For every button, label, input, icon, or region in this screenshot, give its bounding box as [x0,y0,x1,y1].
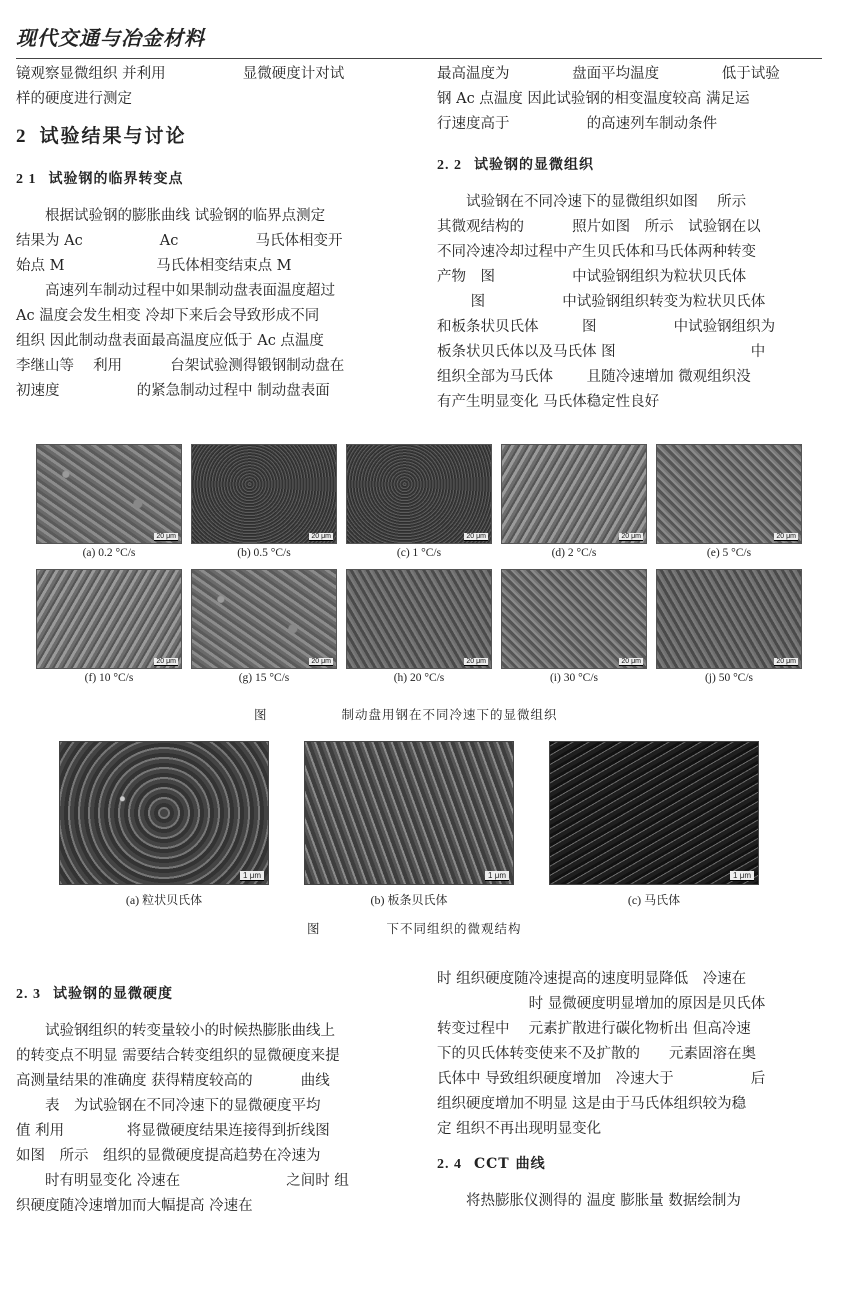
text-line: 时 显微硬度明显增加的原因是贝氏体 [437,996,766,1012]
scale-bar: 20 μm [311,533,331,540]
section-2-4-heading: 2. 4 CCT 曲线 [437,1156,546,1172]
figure-1-panel-h [346,569,492,690]
text-line: 钢 Ac 点温度 因此试验钢的相变温度较高 满足运 [437,91,750,107]
header-rule [16,58,822,59]
panel-caption: (a) 粒状贝氏体 [125,893,203,907]
panel-caption: (d) 2 °C/s [551,547,597,559]
panel-caption: (g) 15 °C/s [238,672,290,684]
panel-caption: (f) 10 °C/s [84,672,134,684]
text-line: 高速列车制动过程中如果制动盘表面温度超过 [45,283,335,299]
text-line: 产物 图 中试验钢组织为粒状贝氏体 [437,269,747,285]
text-line: 试验钢组织的转变量较小的时候热膨胀曲线上 [45,1023,335,1039]
text-line: 板条状贝氏体以及马氏体 图 中 [437,344,766,360]
text-line: 组织全部为马氏体 且随冷速增加 微观组织没 [437,369,751,385]
figure-2-caption: 图 下不同组织的微观结构 [307,921,522,936]
section-2-2-heading: 2. 2 试验钢的显微组织 [437,157,594,173]
text-line: 最高温度为 盘面平均温度 低于试验 [437,66,780,82]
text-line: 定 组织不再出现明显变化 [437,1121,602,1137]
figure-1-panel-d [501,444,647,565]
text-line: 转变过程中 元素扩散进行碳化物析出 但高冷速 [437,1021,751,1037]
panel-caption: (a) 0.2 °C/s [82,547,136,559]
figure-1-panel-g [191,569,337,690]
text-line: 组织硬度增加不明显 这是由于马氏体组织较为稳 [437,1096,747,1112]
left-column-bottom [16,976,402,1219]
panel-caption: (b) 0.5 °C/s [237,547,291,559]
figure-1-panel-i [501,569,647,690]
figure-1-panel-a [36,444,182,565]
right-column-top [437,62,823,415]
scale-bar: 20 μm [156,533,176,540]
figure-2-panel-b [304,741,514,885]
text-line: 表 为试验钢在不同冷速下的显微硬度平均 [45,1098,321,1114]
text-line: 李继山等 利用 台架试验测得锻钢制动盘在 [16,358,345,374]
text-line: 结果为 Ac Ac 马氏体相变开 [16,233,343,249]
text-line: 织硬度随冷速增加而大幅提高 冷速在 [16,1198,253,1214]
section-2-1-heading: 2 1 试验钢的临界转变点 [16,171,184,187]
panel-caption: (j) 50 °C/s [704,672,754,684]
scale-bar: 1 μm [730,871,754,881]
text-line: 组织 因此制动盘表面最高温度应低于 Ac 点温度 [16,333,324,349]
journal-logo: 现代交通与冶金材料 [16,26,205,50]
scale-bar: 1 μm [240,871,264,881]
text-line: 高测量结果的准确度 获得精度较高的 曲线 [16,1073,330,1089]
panel-caption: (i) 30 °C/s [549,672,599,684]
text-line: 的转变点不明显 需要结合转变组织的显微硬度来提 [16,1048,340,1064]
figure-1 [36,444,806,690]
panel-caption: (h) 20 °C/s [393,672,445,684]
scale-bar: 20 μm [776,533,796,540]
panel-caption: (e) 5 °C/s [706,547,752,559]
text-line: 图 中试验钢组织转变为粒状贝氏体 [437,294,766,310]
text-line: 根据试验钢的膨胀曲线 试验钢的临界点测定 [45,208,326,224]
text-line: 行速度高于 的高速列车制动条件 [437,116,718,132]
text-line: 值 利用 将显微硬度结果连接得到折线图 [16,1123,330,1139]
text-line: 如图 所示 组织的显微硬度提高趋势在冷速为 [16,1148,321,1164]
figure-1-panel-e [656,444,802,565]
text-line: 初速度 的紧急制动过程中 制动盘表面 [16,383,330,399]
text-line: 氏体中 导致组织硬度增加 冷速大于 后 [437,1071,766,1087]
panel-caption: (c) 马氏体 [627,893,681,907]
text-line: 时 组织硬度随冷速提高的速度明显降低 冷速在 [437,971,747,987]
text-line: 试验钢在不同冷速下的显微组织如图 所示 [466,194,747,210]
scale-bar: 20 μm [311,658,331,665]
panel-caption: (c) 1 °C/s [396,547,442,559]
figure-2-panel-c [549,741,759,885]
text-line: 有产生明显变化 马氏体稳定性良好 [437,394,660,410]
text-line: 和板条状贝氏体 图 中试验钢组织为 [437,319,776,335]
text-line: Ac 温度会发生相变 冷却下来后会导致形成不同 [16,308,320,324]
text-line: 其微观结构的 照片如图 所示 试验钢在以 [437,219,761,235]
scale-bar: 20 μm [466,658,486,665]
scale-bar: 20 μm [776,658,796,665]
scale-bar: 20 μm [621,658,641,665]
figure-1-panel-f [36,569,182,690]
text-line: 时有明显变化 冷速在 之间时 组 [16,1173,349,1189]
text-line: 始点 M 马氏体相变结束点 M [16,258,292,274]
scale-bar: 20 μm [156,658,176,665]
scale-bar: 20 μm [621,533,641,540]
section-2-3-heading: 2. 3 试验钢的显微硬度 [16,986,173,1002]
scale-bar: 1 μm [485,871,509,881]
text-line: 不同冷速冷却过程中产生贝氏体和马氏体两种转变 [437,244,756,260]
left-column-top [16,62,402,404]
text-line: 镜观察显微组织 并利用 显微硬度计对试 [16,66,345,82]
figure-1-panel-b [191,444,337,565]
text-line: 下的贝氏体转变使来不及扩散的 元素固溶在奥 [437,1046,756,1062]
text-line: 样的硬度进行测定 [16,91,132,107]
figure-1-panel-c [346,444,492,565]
section-2-heading: 2 试验结果与讨论 [16,125,187,147]
panel-caption: (b) 板条贝氏体 [370,893,448,907]
figure-1-panel-j [656,569,802,690]
text-line: 将热膨胀仪测得的 温度 膨胀量 数据绘制为 [466,1193,741,1209]
scale-bar: 20 μm [466,533,486,540]
right-column-bottom [437,967,823,1214]
figure-2-panel-a [59,741,269,885]
figure-1-caption: 图 制动盘用钢在不同冷速下的显微组织 [254,707,558,722]
